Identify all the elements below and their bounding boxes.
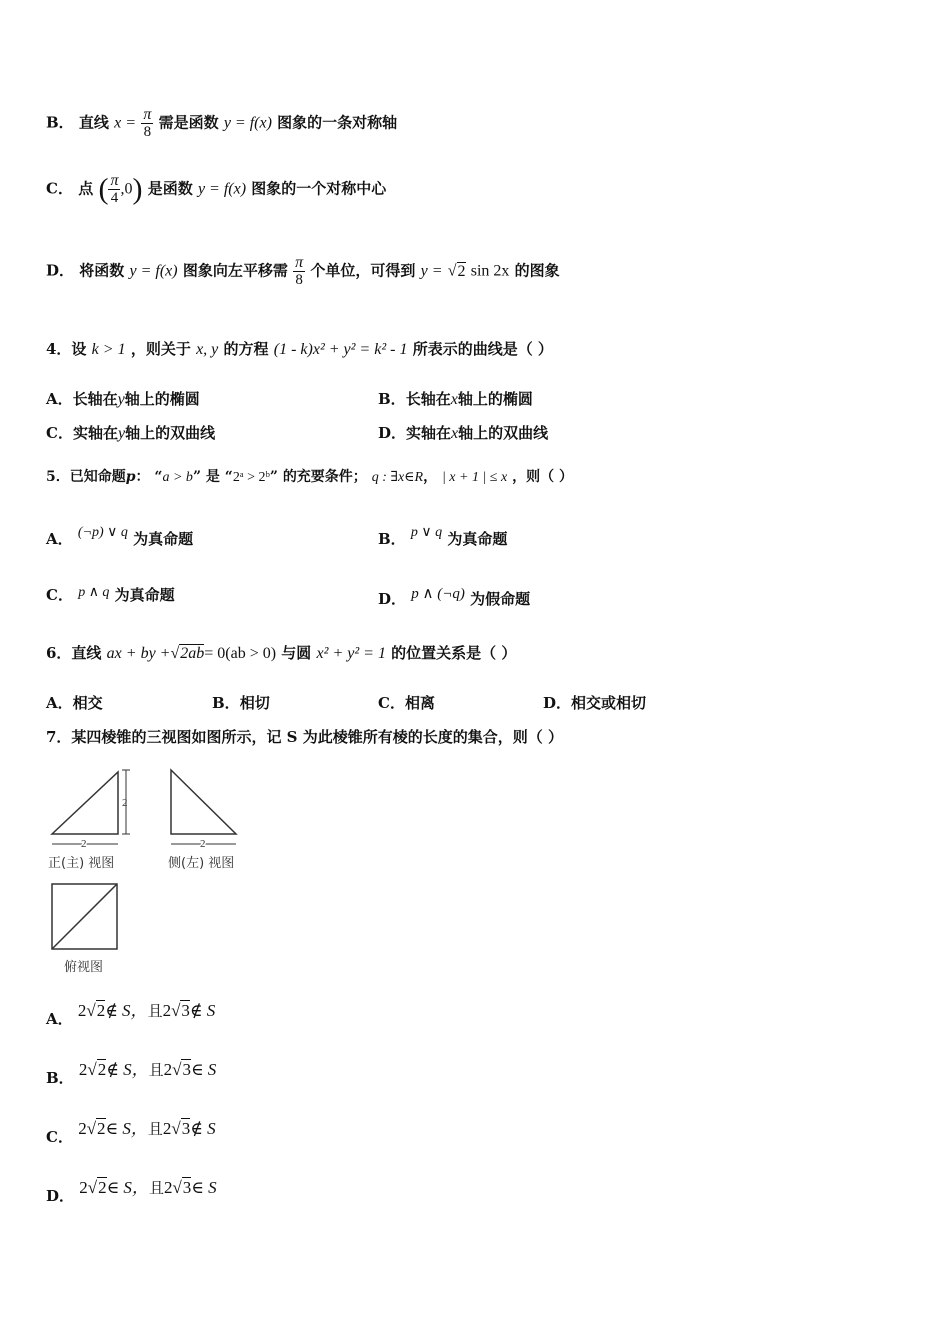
dim-label: 2	[122, 797, 128, 809]
stem-text: 的充要条件；	[282, 469, 367, 485]
option-label: C．	[46, 179, 73, 198]
frac-den: 8	[143, 124, 152, 140]
math-expr: p ∨ q	[410, 525, 443, 540]
math-expr: ∈ S	[190, 1060, 217, 1079]
option-text: 图象的一个对称中心	[251, 179, 387, 198]
option-label: C．	[46, 1128, 73, 1146]
q7-option-d[interactable]	[46, 1173, 217, 1206]
sqrt-radicand: 2	[97, 1060, 107, 1079]
coef: 2	[78, 1119, 87, 1138]
option-text: 为假命题	[470, 590, 531, 608]
option-label: A．	[46, 1010, 73, 1028]
front-view-caption: 正(主) 视图	[48, 856, 115, 871]
q6-stem	[46, 642, 516, 663]
sqrt-sign: √	[170, 645, 180, 662]
front-view	[52, 770, 130, 844]
option-label: C．	[46, 424, 73, 442]
option-label: A．	[46, 530, 73, 548]
dim-label: 2	[200, 838, 206, 850]
option-text: 将函数	[79, 261, 125, 280]
math-var: y	[117, 425, 126, 442]
option-text: 轴上的双曲线	[125, 424, 216, 442]
left-paren: (	[98, 172, 109, 206]
top-view	[52, 884, 117, 949]
frac-num: π	[143, 106, 152, 123]
stem-text: 的方程	[223, 340, 269, 358]
q4-stem	[46, 338, 553, 359]
option-math: 2√2∉ S，且2√3∈ S	[78, 1060, 217, 1079]
math-expr: a > b	[162, 470, 193, 485]
q5-option-a[interactable]	[46, 524, 193, 549]
math-expr: y = f(x)	[129, 262, 178, 280]
option-text: 相交或相切	[571, 694, 647, 712]
stem-text: ，则（ ）	[512, 469, 573, 485]
math-expr: y =	[420, 262, 443, 280]
sqrt-sign: √	[447, 262, 457, 280]
option-text: 轴上的双曲线	[458, 424, 549, 442]
math-expr: | x + 1 | ≤ x	[441, 470, 508, 485]
math-expr: 2ᵃ > 2ᵇ	[232, 470, 270, 485]
option-label: B．	[46, 113, 74, 132]
stem-text: 所表示的曲线是（ ）	[412, 340, 553, 358]
q4-option-a[interactable]	[46, 388, 200, 409]
math-expr: ∈ S	[191, 1178, 217, 1197]
q3-option-b[interactable]	[46, 106, 397, 141]
stem-text: ，则关于	[130, 340, 191, 358]
option-label: D．	[378, 590, 407, 608]
option-text: 点	[78, 179, 94, 198]
option-text: 实轴在	[406, 424, 452, 442]
option-text: 且	[148, 1061, 164, 1079]
option-math: 2√2∉ S，且2√3∉ S	[77, 1001, 216, 1020]
sqrt-radicand: 2	[96, 1001, 106, 1020]
option-text: 为真命题	[133, 530, 194, 548]
quote-mark: ”	[192, 469, 201, 485]
q7-stem: 7．某四棱锥的三视图如图所示，记 S 为此棱锥所有棱的长度的集合，则（ ）	[46, 728, 563, 746]
option-text: 图象向左平移需	[182, 261, 288, 280]
math-var: x	[450, 391, 458, 408]
dim-label: 2	[81, 838, 87, 850]
option-label: B．	[46, 1069, 74, 1087]
option-text: 实轴在	[72, 424, 118, 442]
option-label: D．	[46, 261, 75, 280]
coef: 2	[163, 1178, 173, 1197]
sqrt-radicand: 2	[457, 262, 466, 280]
q6-option-a[interactable]	[46, 692, 103, 713]
q7-option-c[interactable]	[46, 1114, 216, 1147]
option-text: 轴上的椭圆	[124, 390, 200, 408]
math-var: p	[125, 469, 136, 485]
stem-text: 4．设	[46, 340, 87, 358]
option-text: 的图象	[514, 261, 560, 280]
q6-option-c[interactable]	[378, 692, 435, 713]
quote-mark: ”	[269, 469, 278, 485]
option-label: C．	[46, 586, 73, 604]
quote-mark: “	[154, 469, 163, 485]
option-text: 为真命题	[114, 586, 175, 604]
math-expr: ∉ S	[189, 1001, 216, 1020]
q6-option-d[interactable]	[543, 692, 646, 713]
frac-den: 4	[110, 190, 119, 206]
math-expr: q : ∃x∈R	[371, 470, 424, 485]
q4-option-c[interactable]	[46, 422, 215, 443]
front-view-triangle	[52, 772, 118, 834]
option-label: D．	[46, 1187, 75, 1205]
side-view	[171, 770, 236, 844]
math-expr: y = f(x)	[197, 180, 247, 198]
option-text: 长轴在	[72, 390, 118, 408]
side-view-triangle	[171, 770, 236, 834]
option-text: 且	[147, 1120, 163, 1138]
option-label: A．	[46, 390, 73, 408]
coef: 2	[79, 1178, 88, 1197]
sqrt-radicand: 2	[98, 1178, 107, 1197]
coef: 2	[78, 1060, 88, 1079]
math-expr: = 0(ab > 0)	[204, 645, 277, 662]
stem-text: 6．直线	[46, 644, 102, 662]
option-text: 相交	[72, 694, 103, 712]
option-math: 2√2∈ S，且2√3∉ S	[78, 1119, 216, 1138]
stem-text: 的位置关系是（ ）	[391, 644, 517, 662]
frac-den: 8	[295, 272, 303, 288]
coef: 2	[163, 1060, 173, 1079]
stem-text: 是	[205, 469, 220, 485]
option-text: 相离	[404, 694, 435, 712]
side-view-caption: 侧(左) 视图	[168, 856, 235, 871]
math-expr: x² + y² = 1	[316, 645, 386, 662]
math-expr: sin 2x	[470, 262, 510, 280]
option-text: 个单位，可得到	[310, 261, 416, 280]
option-label: D．	[378, 424, 407, 442]
math-expr: (¬p) ∨ q	[77, 525, 128, 540]
math-expr: (1 - k)x² + y² = k² - 1	[273, 341, 408, 358]
frac-num: π	[295, 254, 304, 271]
math-expr: x, y	[196, 341, 219, 358]
coef: 2	[77, 1001, 87, 1020]
right-paren: )	[132, 172, 143, 206]
stem-text: ，	[423, 469, 438, 485]
three-view-drawing	[44, 766, 254, 976]
option-text: 直线	[78, 113, 109, 132]
math-var: x	[451, 425, 459, 442]
math-expr: ,0	[120, 180, 133, 198]
top-view-caption: 俯视图	[64, 960, 104, 975]
option-label: B．	[378, 390, 406, 408]
math-expr: ∉ S，	[105, 1001, 148, 1020]
option-label: A．	[46, 694, 73, 712]
quote-mark: “	[224, 469, 233, 485]
math-expr: ∈ S，	[106, 1178, 149, 1197]
sqrt-radicand: 2	[97, 1119, 106, 1138]
option-text: 且	[148, 1179, 164, 1197]
option-text: 且	[147, 1002, 163, 1020]
fraction-pi-over-8	[293, 254, 305, 289]
q7-option-b[interactable]	[46, 1055, 216, 1088]
math-expr: p ∧ (¬q)	[411, 586, 465, 602]
q5-option-d[interactable]	[378, 584, 530, 609]
option-text: 轴上的椭圆	[457, 390, 533, 408]
q5-option-b[interactable]	[378, 524, 507, 549]
option-text: 图象的一条对称轴	[277, 113, 398, 132]
math-expr: y = f(x)	[223, 114, 272, 132]
option-math: 2√2∈ S，且2√3∈ S	[79, 1178, 217, 1197]
option-text: 长轴在	[405, 390, 451, 408]
option-label: B．	[378, 530, 406, 548]
top-view-diagonal	[52, 884, 117, 949]
math-expr: p ∧ q	[78, 585, 110, 600]
fraction-pi-over-4	[108, 172, 120, 207]
q3-option-d[interactable]	[46, 254, 560, 289]
q4-option-b[interactable]	[378, 388, 533, 409]
stem-text: ：	[135, 469, 150, 485]
math-expr: ∈ S，	[105, 1119, 148, 1138]
option-label: D．	[543, 694, 572, 712]
stem-text: 5．已知命题	[46, 469, 126, 485]
q7-option-a[interactable]	[46, 996, 215, 1029]
frac-num: π	[110, 172, 119, 189]
option-text: 为真命题	[447, 530, 508, 548]
q3-option-c[interactable]	[46, 172, 386, 207]
math-expr: x =	[114, 114, 137, 132]
coef: 2	[162, 1119, 172, 1138]
stem-text: 与圆	[281, 644, 312, 662]
sqrt-radicand: 3	[181, 1119, 191, 1138]
option-label: C．	[378, 694, 405, 712]
sqrt-radicand: 2ab	[180, 645, 205, 662]
option-text: 是函数	[147, 179, 193, 198]
sqrt-radicand: 3	[181, 1001, 190, 1020]
q5-option-c[interactable]	[46, 584, 175, 605]
q4-option-d[interactable]	[378, 422, 548, 443]
q6-option-b[interactable]	[212, 692, 270, 713]
math-var: y	[117, 391, 125, 408]
math-expr: k > 1	[91, 341, 126, 358]
math-expr: ∉ S	[190, 1119, 216, 1138]
coef: 2	[162, 1001, 172, 1020]
sqrt-radicand: 3	[182, 1060, 191, 1079]
option-text: 需是函数	[158, 113, 219, 132]
three-view-figure	[44, 766, 254, 976]
option-label: B．	[212, 694, 240, 712]
sqrt-radicand: 3	[182, 1178, 192, 1197]
math-expr: ∉ S，	[106, 1060, 149, 1079]
fraction-pi-over-8	[141, 106, 153, 141]
option-text: 相切	[239, 694, 270, 712]
math-expr: ax + by +	[106, 645, 171, 662]
q5-stem	[46, 466, 573, 486]
